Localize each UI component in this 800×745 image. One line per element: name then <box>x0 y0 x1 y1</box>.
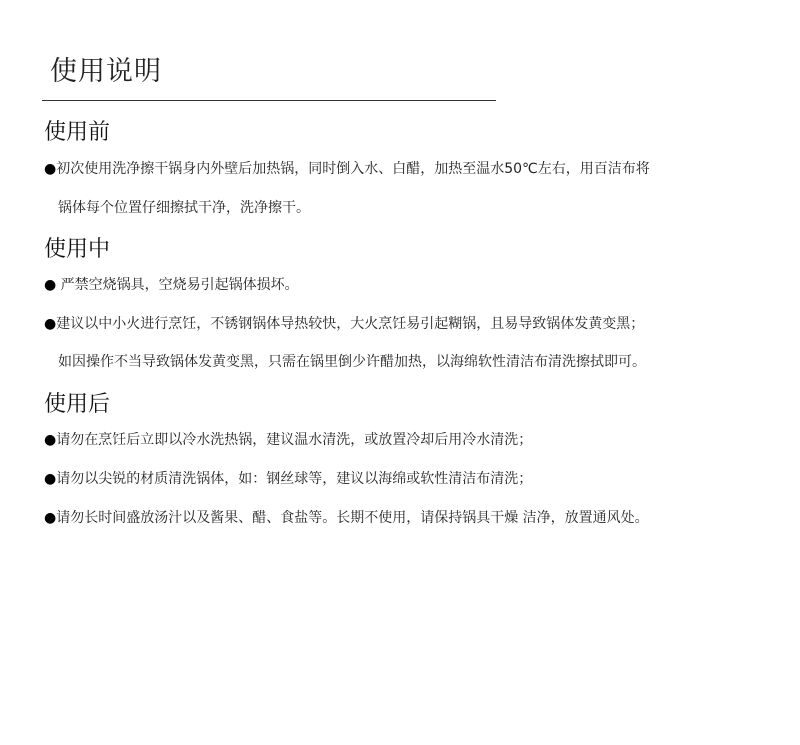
bullet-icon: ● <box>44 316 57 332</box>
instruction-text: 请勿长时间盛放汤汁以及酱果、醋、食盐等。长期不使用，请保持锅具干燥 洁净，放置通风处。 <box>56 510 649 526</box>
bullet-icon: ● <box>44 161 57 177</box>
instruction-line <box>58 350 646 374</box>
section-heading-after: 使用后 <box>44 392 111 417</box>
instruction-line <box>44 506 649 530</box>
instruction-line <box>44 428 532 452</box>
section-heading-during: 使用中 <box>44 237 111 262</box>
bullet-icon: ● <box>44 432 57 448</box>
instruction-text: 请勿以尖锐的材质清洗锅体，如：钢丝球等，建议以海绵或软性清洁布清洗； <box>56 471 533 487</box>
instruction-text: 请勿在烹饪后立即以冷水洗热锅，建议温水清洗，或放置冷却后用冷水清洗； <box>56 432 533 448</box>
instruction-text: 锅体每个位置仔细擦拭干净，洗净擦干。 <box>58 200 310 216</box>
instruction-line <box>58 196 310 220</box>
section-heading-before: 使用前 <box>44 120 111 145</box>
instruction-line <box>44 467 532 491</box>
instruction-line <box>44 157 650 181</box>
instruction-line <box>44 273 299 297</box>
instruction-text: 初次使用洗净擦干锅身内外壁后加热锅，同时倒入水、白醋，加热至温水50℃左右，用百洁布将 <box>56 161 650 177</box>
title-divider <box>42 100 496 101</box>
bullet-icon: ● <box>44 510 57 526</box>
bullet-icon: ● <box>44 471 57 487</box>
instruction-line <box>44 312 644 336</box>
page-title: 使用说明 <box>50 56 162 87</box>
instruction-text: 如因操作不当导致锅体发黄变黑，只需在锅里倒少许醋加热，以海绵软性清洁布清洗擦拭即可。 <box>58 354 646 370</box>
instruction-text: 严禁空烧锅具，空烧易引起锅体损坏。 <box>56 277 299 293</box>
instruction-text: 建议以中小火进行烹饪，不锈钢锅体导热较快，大火烹饪易引起糊锅，且易导致锅体发黄变黑； <box>56 316 645 332</box>
bullet-icon: ● <box>44 277 57 293</box>
